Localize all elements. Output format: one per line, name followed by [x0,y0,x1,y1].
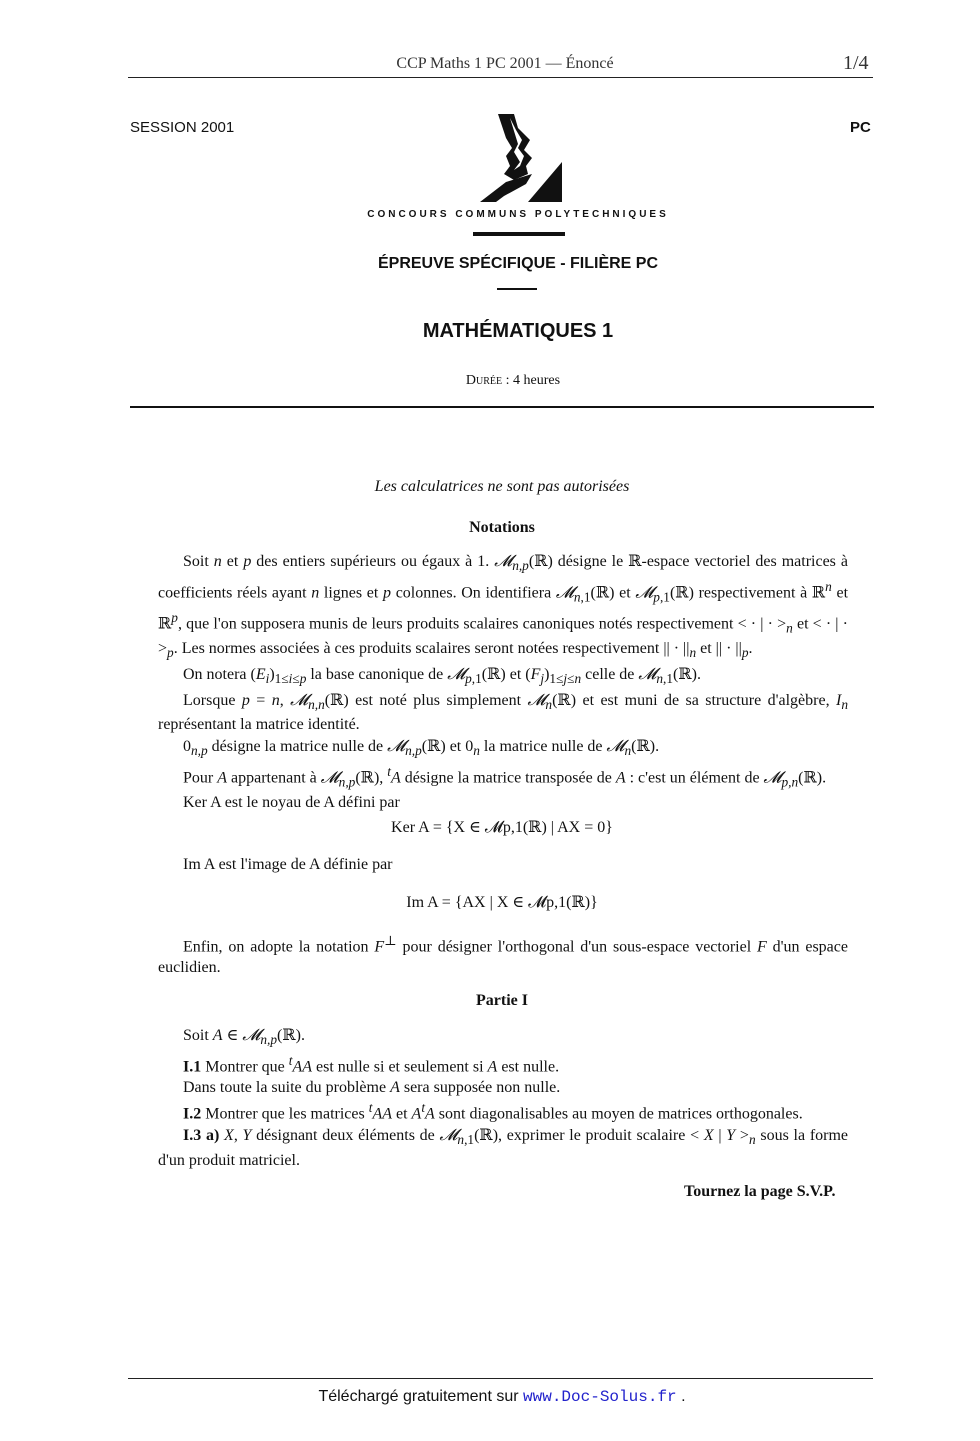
title-divider [497,288,537,290]
basis-paragraph: On notera $(E_i)_{1\le i\le p}$ la base canonique de 𝓜$_{p,1}$(ℝ) et $(F_j)_{1\le j\le n}$ celle de 𝓜$_{n,1}$(ℝ). [183,663,701,686]
cover-rule [130,406,874,408]
duration-label: Durée [465,373,503,388]
ccp-logo-icon [470,110,566,220]
question-I2-label: I.2 [183,1105,202,1123]
page-number: 1/4 [843,52,869,74]
zero-paragraph: $0_{n,p}$ désigne la matrice nulle de 𝓜$_{n,p}$(ℝ) et $0_n$ la matrice nulle de 𝓜$_n$(ℝ). [183,735,660,759]
duration [0,373,980,389]
ker-formula: Ker A = {X ∈ 𝓜p,1(ℝ) | AX = 0} [391,819,613,836]
assumption-line: Dans toute la suite du problème A sera supposée non nulle. [183,1078,561,1096]
footer [0,1388,980,1406]
notations-heading: Notations [469,519,535,536]
orthogonal-block [158,931,848,979]
notations-text [158,551,848,813]
partie-text [158,1025,848,1172]
logo-bar [473,232,565,236]
turn-page-note: Tournez la page S.V.P. [684,1183,836,1200]
orthogonal-paragraph: Enfin, on adopte la notation F⊥ pour désigner l'orthogonal d'un sous-espace vectoriel F d'un espace euclidien. [158,933,848,976]
question-I2: I.2 Montrer que les matrices $^t$AA et $A^tA$ sont diagonalisables au moyen de matrices orthogonales. [183,1100,803,1123]
partie-intro: Soit A ∈ 𝓜$_{n,p}$(ℝ). [183,1025,305,1048]
footer-after: . [681,1388,686,1405]
question-I3: I.3 a) X, Y désignant deux éléments de 𝓜$_{n,1}$(ℝ), exprimer le produit scalaire < X | $Y >_n$ sous la forme d'un produit matriciel. [158,1125,849,1169]
subject-title: MATHÉMATIQUES 1 [422,320,614,342]
running-header: CCP Maths 1 PC 2001 — Énoncé [396,55,614,72]
footer-link[interactable]: www.Doc-Solus.fr [523,1388,677,1406]
epreuve-title: ÉPREUVE SPÉCIFIQUE - FILIÈRE PC [377,255,659,272]
im-formula: Im A = {AX | X ∈ 𝓜p,1(ℝ)} [406,894,598,911]
footer-rule [128,1378,873,1379]
partie-heading: Partie I [476,992,528,1009]
calculator-notice: Les calculatrices ne sont pas autorisées [374,478,630,495]
track-label: PC [850,119,871,136]
ker-intro: Ker A est le noyau de A défini par [183,793,400,811]
footer-text: Téléchargé gratuitement sur [318,1388,519,1405]
im-intro: Im A est l'image de A définie par [183,856,393,873]
im-intro-block [158,855,848,876]
notations-paragraph: Soit n et p des entiers supérieurs ou égaux à 1. 𝓜$_{n,p}$(ℝ) désigne le ℝ-espace vectoriel des matrices à coefficients réels ayant n lignes et p colonnes. On identifiera 𝓜$_{n,1}$(ℝ) et 𝓜$_{p,1}$(ℝ) respectivement à ℝ$^n$ et ℝ$^p$, que l'on supposera munis de leurs produits scalaires canoniques notés respectivement < · | · $>_n$ et < · | · $>_p$. Les normes associées à ces produits scalaires seront notées respectivement || · $||_n$ et || · $||_p$. [158,551,849,661]
transpose-paragraph: Pour A appartenant à 𝓜$_{n,p}$(ℝ), $^t$A désigne la matrice transposée de A : c'est un élément de 𝓜$_{p,n}$(ℝ). [183,763,827,790]
duration-value: : 4 heures [502,373,561,388]
logo-caption: CONCOURS COMMUNS POLYTECHNIQUES [367,209,669,220]
square-paragraph: Lorsque p = n, 𝓜$_{n,n}$(ℝ) est noté plus simplement 𝓜$_n$(ℝ) et est muni de sa structure d'algèbre, $I_n$ représentant la matrice identité. [158,689,849,734]
question-I1-label: I.1 [183,1058,202,1076]
question-I3a-label: a) [205,1127,220,1145]
session-label: SESSION 2001 [130,119,235,136]
question-I3-label: I.3 [183,1127,202,1145]
question-I1: I.1 Montrer que $^t$AA est nulle si et seulement si A est nulle. [183,1052,560,1076]
header-rule [128,77,873,78]
